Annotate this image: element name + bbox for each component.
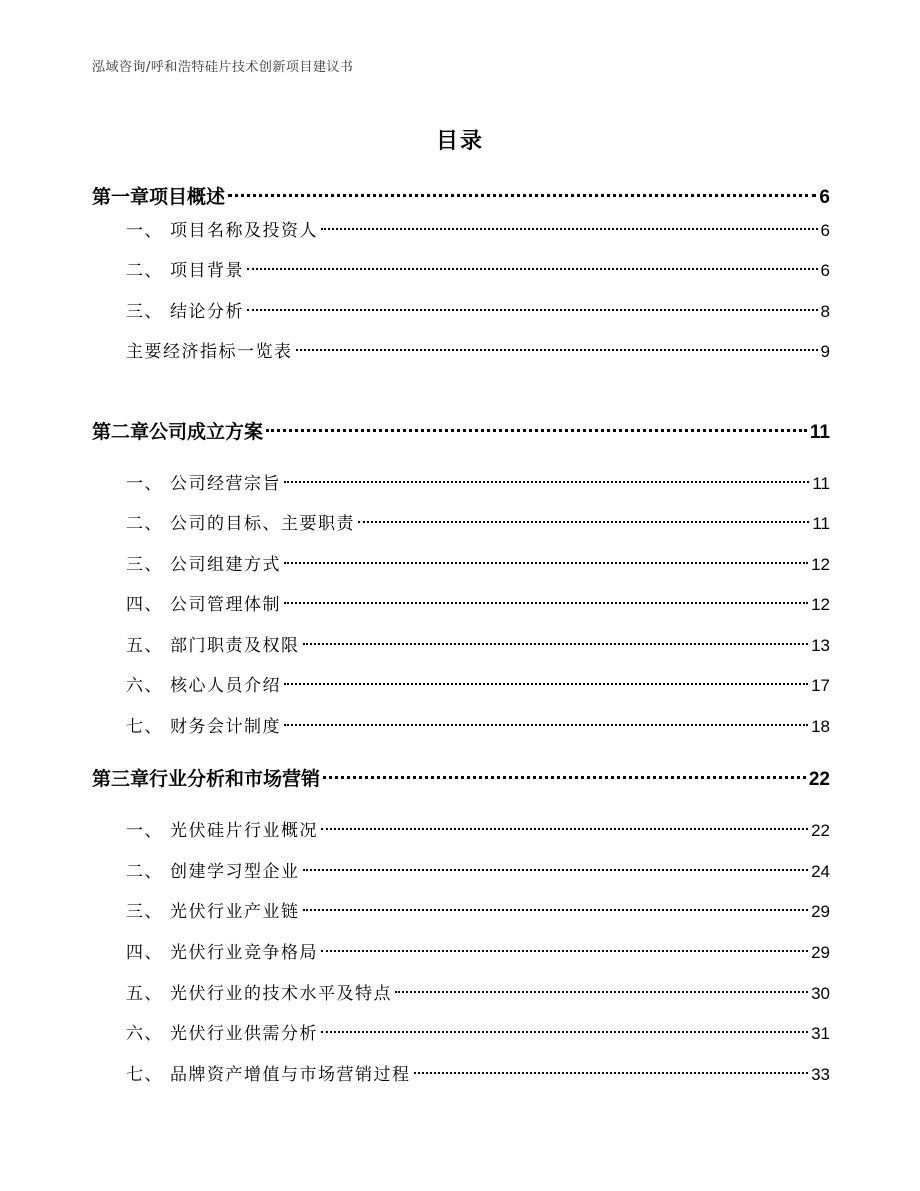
toc-chapter-entry[interactable] (92, 184, 830, 210)
toc-page-number: 8 (820, 302, 830, 321)
toc-section-entry[interactable] (126, 714, 830, 740)
toc-title: 目录 (435, 129, 484, 154)
toc-page-number: 33 (811, 1065, 830, 1084)
toc-entry-number: 第三章 (92, 768, 150, 790)
toc-dot-leader (303, 909, 809, 911)
toc-section-entry[interactable] (126, 552, 830, 578)
toc-section-entry[interactable] (126, 1062, 830, 1088)
toc-dot-leader (321, 228, 818, 230)
toc-entry-number: 三、 (126, 902, 163, 922)
toc-dot-leader (358, 521, 809, 523)
toc-page-number: 9 (820, 342, 830, 361)
toc-section-entry[interactable] (126, 818, 830, 844)
toc-page-number: 29 (811, 943, 830, 962)
toc-entry-label: 光伏行业竞争格局 (170, 943, 318, 963)
toc-entry-label: 品牌资产增值与市场营销过程 (170, 1065, 411, 1085)
toc-chapter-entry[interactable] (92, 766, 830, 792)
toc-page-number: 22 (811, 821, 830, 840)
toc-dot-leader (284, 481, 809, 483)
toc-entry-label: 公司成立方案 (149, 421, 264, 443)
toc-section-entry[interactable] (126, 218, 830, 244)
toc-page-number: 11 (812, 474, 830, 493)
toc-dot-leader (284, 602, 808, 604)
toc-entry-number: 一、 (126, 821, 163, 841)
toc-page-number: 29 (811, 902, 830, 921)
toc-page-number: 31 (811, 1024, 830, 1043)
toc-section-entry[interactable] (126, 940, 830, 966)
toc-entry-label: 项目名称及投资人 (170, 221, 318, 241)
toc-section-entry[interactable] (126, 633, 830, 659)
toc-dot-leader (321, 1031, 808, 1033)
toc-dot-leader (247, 309, 818, 311)
toc-entry-label: 光伏行业的技术水平及特点 (170, 984, 392, 1004)
toc-dot-leader (228, 194, 816, 197)
toc-entry-label: 结论分析 (170, 302, 244, 322)
toc-section-entry[interactable] (126, 299, 830, 325)
toc-entry-label: 核心人员介绍 (170, 676, 281, 696)
toc-entry-label: 创建学习型企业 (170, 862, 300, 882)
toc-section-entry[interactable] (126, 471, 830, 497)
toc-section-entry[interactable] (126, 258, 830, 284)
toc-page-number: 18 (811, 717, 830, 736)
toc-entry-number: 六、 (126, 676, 163, 696)
toc-entry-number: 七、 (126, 717, 163, 737)
toc-entry-label: 财务会计制度 (170, 717, 281, 737)
toc-section-entry[interactable] (126, 981, 830, 1007)
toc-entry-label: 部门职责及权限 (170, 636, 300, 656)
toc-section-entry[interactable] (126, 592, 830, 618)
toc-entry-label: 行业分析和市场营销 (149, 768, 321, 790)
toc-entry-number: 第二章 (92, 421, 150, 443)
toc-entry-label: 项目概述 (149, 186, 226, 208)
toc-entry-label: 光伏行业产业链 (170, 902, 300, 922)
toc-page-number: 22 (808, 769, 830, 790)
toc-entry-label: 公司经营宗旨 (170, 474, 281, 494)
toc-entry-label: 光伏行业供需分析 (170, 1024, 318, 1044)
toc-entry-number: 七、 (126, 1065, 163, 1085)
toc-entry-number: 二、 (126, 261, 163, 281)
toc-page-number: 11 (812, 514, 830, 533)
toc-section-entry[interactable] (126, 511, 830, 537)
toc-entry-label: 主要经济指标一览表 (126, 342, 293, 362)
toc-entry-number: 三、 (126, 555, 163, 575)
toc-dot-leader (395, 991, 808, 993)
toc-page-number: 6 (820, 261, 830, 280)
toc-entry-label: 项目背景 (170, 261, 244, 281)
toc-entry-label: 公司组建方式 (170, 555, 281, 575)
toc-dot-leader (414, 1072, 809, 1074)
toc-dot-leader (284, 724, 808, 726)
toc-entry-number: 一、 (126, 221, 163, 241)
toc-entry-label: 光伏硅片行业概况 (170, 821, 318, 841)
toc-page-number: 11 (809, 422, 830, 443)
toc-dot-leader (284, 683, 808, 685)
toc-entry-number: 四、 (126, 943, 163, 963)
toc-dot-leader (303, 869, 809, 871)
toc-entry-number: 六、 (126, 1024, 163, 1044)
toc-dot-leader (247, 268, 818, 270)
toc-entry-number: 一、 (126, 474, 163, 494)
toc-page-number: 30 (811, 984, 830, 1003)
toc-entry-number: 四、 (126, 595, 163, 615)
toc-page-number: 12 (811, 555, 830, 574)
toc-entry-label: 公司管理体制 (170, 595, 281, 615)
toc-section-entry[interactable] (126, 859, 830, 885)
toc-page-number: 6 (820, 221, 830, 240)
toc-page-number: 17 (811, 676, 830, 695)
toc-dot-leader (296, 349, 818, 351)
toc-dot-leader (303, 643, 809, 645)
toc-page-number: 12 (811, 595, 830, 614)
toc-page-number: 24 (811, 862, 830, 881)
toc-page-number: 13 (811, 636, 830, 655)
toc-entry-number: 第一章 (92, 186, 150, 208)
toc-entry-label: 公司的目标、主要职责 (170, 514, 355, 534)
toc-entry-number: 三、 (126, 302, 163, 322)
toc-entry-number: 五、 (126, 636, 163, 656)
toc-section-entry[interactable] (126, 1021, 830, 1047)
toc-section-entry[interactable] (126, 673, 830, 699)
toc-dot-leader (284, 562, 808, 564)
toc-entry-number: 五、 (126, 984, 163, 1004)
toc-dot-leader (323, 776, 806, 779)
toc-dot-leader (266, 429, 807, 432)
toc-section-entry[interactable] (126, 339, 830, 365)
toc-section-entry[interactable] (126, 899, 830, 925)
toc-entry-number: 二、 (126, 514, 163, 534)
toc-chapter-entry[interactable] (92, 419, 830, 445)
toc-page-number: 6 (819, 187, 830, 208)
toc-entry-number: 二、 (126, 862, 163, 882)
toc-dot-leader (321, 950, 808, 952)
document-header: 泓域咨询/呼和浩特硅片技术创新项目建议书 (92, 60, 354, 75)
toc-dot-leader (321, 828, 808, 830)
